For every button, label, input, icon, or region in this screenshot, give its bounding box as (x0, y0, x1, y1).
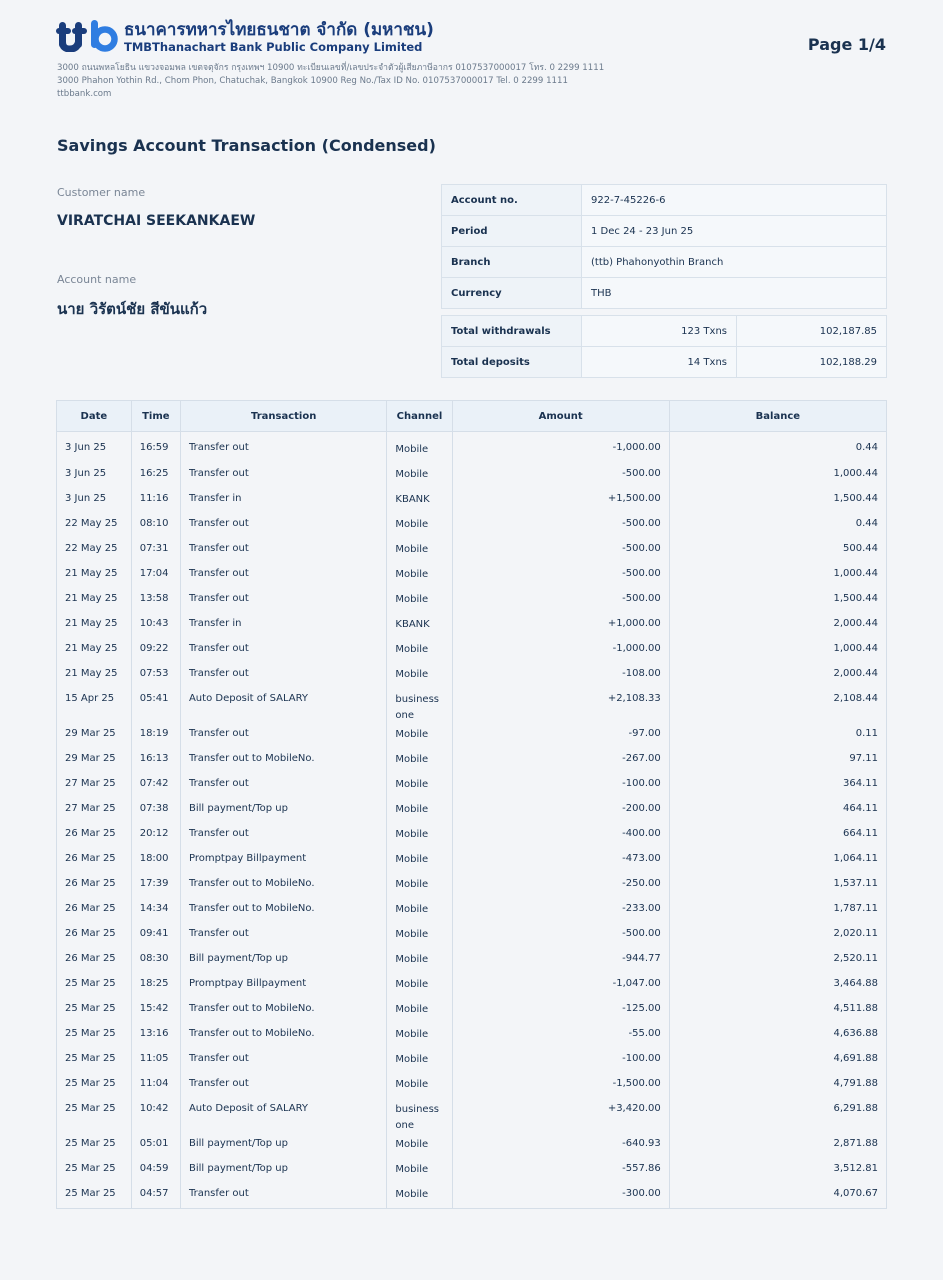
transaction-amount: -557.86 (452, 1159, 669, 1184)
transaction-balance: 2,000.44 (669, 664, 886, 689)
header-balance: Balance (669, 401, 886, 432)
table-row (57, 1134, 887, 1159)
transaction-time: 08:30 (131, 949, 180, 974)
transaction-balance: 2,871.88 (669, 1134, 886, 1159)
info-label: Branch (442, 247, 582, 278)
bank-website: ttbbank.com (57, 89, 112, 99)
transaction-channel: Mobile (387, 724, 452, 749)
transaction-date: 22 May 25 (57, 539, 132, 564)
transaction-channel: Mobile (387, 749, 452, 774)
transaction-amount: -473.00 (452, 849, 669, 874)
transaction-time: 10:42 (131, 1099, 180, 1134)
transaction-time: 14:34 (131, 899, 180, 924)
transaction-channel: Mobile (387, 824, 452, 849)
transaction-channel: Mobile (387, 539, 452, 564)
transaction-time: 13:58 (131, 589, 180, 614)
transaction-time: 16:59 (131, 432, 180, 464)
transaction-amount: -1,000.00 (452, 432, 669, 464)
transaction-amount: -1,047.00 (452, 974, 669, 999)
transaction-time: 09:41 (131, 924, 180, 949)
transaction-amount: -100.00 (452, 1049, 669, 1074)
transaction-time: 20:12 (131, 824, 180, 849)
transaction-channel: Mobile (387, 1184, 452, 1209)
transaction-amount: -125.00 (452, 999, 669, 1024)
page-number: Page 1/4 (807, 35, 886, 54)
info-label: Period (442, 216, 582, 247)
transaction-amount: -100.00 (452, 774, 669, 799)
transaction-time: 11:04 (131, 1074, 180, 1099)
transaction-channel: Mobile (387, 589, 452, 614)
transaction-amount: -200.00 (452, 799, 669, 824)
transaction-date: 26 Mar 25 (57, 924, 132, 949)
bank-address (57, 62, 604, 101)
transaction-balance: 364.11 (669, 774, 886, 799)
transaction-description: Auto Deposit of SALARY (180, 1099, 386, 1134)
transaction-channel: Mobile (387, 564, 452, 589)
transaction-description: Auto Deposit of SALARY (180, 689, 386, 724)
table-row (57, 999, 887, 1024)
transaction-date: 26 Mar 25 (57, 824, 132, 849)
document-title: Savings Account Transaction (Condensed) (57, 136, 436, 155)
info-value: 922-7-45226-6 (582, 185, 887, 216)
transaction-description: Transfer out (180, 724, 386, 749)
transaction-description: Transfer out to MobileNo. (180, 1024, 386, 1049)
transaction-time: 07:38 (131, 799, 180, 824)
transaction-date: 21 May 25 (57, 589, 132, 614)
transaction-date: 27 Mar 25 (57, 799, 132, 824)
transaction-amount: +1,000.00 (452, 614, 669, 639)
transaction-time: 18:00 (131, 849, 180, 874)
info-row-account-no (442, 185, 887, 216)
transaction-channel: KBANK (387, 614, 452, 639)
ttb-logo-icon (56, 18, 118, 52)
transaction-balance: 4,691.88 (669, 1049, 886, 1074)
transaction-channel: Mobile (387, 874, 452, 899)
summary-row-deposits (442, 347, 887, 378)
transaction-description: Transfer in (180, 489, 386, 514)
transaction-date: 25 Mar 25 (57, 1134, 132, 1159)
transaction-time: 07:53 (131, 664, 180, 689)
table-row (57, 899, 887, 924)
transaction-description: Transfer out to MobileNo. (180, 899, 386, 924)
transaction-channel: Mobile (387, 774, 452, 799)
transaction-balance: 2,520.11 (669, 949, 886, 974)
summary-label: Total withdrawals (442, 316, 582, 347)
transaction-channel: Mobile (387, 999, 452, 1024)
table-row (57, 614, 887, 639)
transaction-amount: -1,500.00 (452, 1074, 669, 1099)
transaction-balance: 0.44 (669, 514, 886, 539)
info-row-period (442, 216, 887, 247)
transaction-amount: -500.00 (452, 589, 669, 614)
transaction-balance: 4,070.67 (669, 1184, 886, 1209)
transaction-date: 3 Jun 25 (57, 432, 132, 464)
transaction-channel: Mobile (387, 1024, 452, 1049)
transaction-balance: 3,512.81 (669, 1159, 886, 1184)
table-row (57, 849, 887, 874)
transaction-channel: Mobile (387, 1074, 452, 1099)
transaction-description: Transfer out (180, 924, 386, 949)
table-row (57, 1024, 887, 1049)
transaction-description: Transfer out (180, 589, 386, 614)
transaction-time: 07:31 (131, 539, 180, 564)
transaction-balance: 1,000.44 (669, 464, 886, 489)
transaction-description: Transfer out (180, 774, 386, 799)
transaction-date: 15 Apr 25 (57, 689, 132, 724)
transaction-date: 22 May 25 (57, 514, 132, 539)
summary-label: Total deposits (442, 347, 582, 378)
info-row-currency (442, 278, 887, 309)
transaction-description: Transfer out (180, 1184, 386, 1209)
transaction-date: 3 Jun 25 (57, 464, 132, 489)
transaction-description: Transfer out (180, 539, 386, 564)
summary-amount: 102,188.29 (737, 347, 887, 378)
transaction-amount: -55.00 (452, 1024, 669, 1049)
transaction-time: 16:13 (131, 749, 180, 774)
transaction-time: 07:42 (131, 774, 180, 799)
transaction-balance: 97.11 (669, 749, 886, 774)
transaction-date: 29 Mar 25 (57, 724, 132, 749)
transaction-description: Transfer out (180, 432, 386, 464)
address-english: 3000 Phahon Yothin Rd., Chom Phon, Chatuchak, Bangkok 10900 Reg No./Tax ID No. 0107537000017 Tel. 0 2299 1111 (57, 76, 568, 86)
transaction-channel: Mobile (387, 432, 452, 464)
table-row (57, 689, 887, 724)
transaction-description: Bill payment/Top up (180, 1159, 386, 1184)
transaction-channel: Mobile (387, 949, 452, 974)
transaction-balance: 4,791.88 (669, 1074, 886, 1099)
transaction-time: 17:04 (131, 564, 180, 589)
transaction-time: 05:41 (131, 689, 180, 724)
transaction-date: 29 Mar 25 (57, 749, 132, 774)
transaction-date: 21 May 25 (57, 639, 132, 664)
table-row (57, 564, 887, 589)
transaction-amount: -944.77 (452, 949, 669, 974)
table-row (57, 1099, 887, 1134)
transaction-amount: -500.00 (452, 924, 669, 949)
table-row (57, 664, 887, 689)
transaction-time: 11:16 (131, 489, 180, 514)
header-date: Date (57, 401, 132, 432)
transaction-channel: business one (387, 689, 452, 724)
info-value: 1 Dec 24 - 23 Jun 25 (582, 216, 887, 247)
transaction-balance: 664.11 (669, 824, 886, 849)
info-row-branch (442, 247, 887, 278)
transaction-date: 25 Mar 25 (57, 999, 132, 1024)
account-name: นาย วิรัตน์ชัย สีขันแก้ว (57, 300, 208, 318)
transaction-date: 3 Jun 25 (57, 489, 132, 514)
transaction-balance: 1,064.11 (669, 849, 886, 874)
table-row (57, 639, 887, 664)
transactions-table (56, 400, 887, 1209)
table-row (57, 1159, 887, 1184)
table-row (57, 774, 887, 799)
transaction-amount: +3,420.00 (452, 1099, 669, 1134)
transaction-date: 25 Mar 25 (57, 1074, 132, 1099)
transaction-time: 04:59 (131, 1159, 180, 1184)
transaction-time: 13:16 (131, 1024, 180, 1049)
summary-count: 123 Txns (582, 316, 737, 347)
table-row (57, 724, 887, 749)
transaction-balance: 1,500.44 (669, 489, 886, 514)
transaction-date: 25 Mar 25 (57, 974, 132, 999)
table-row (57, 749, 887, 774)
transaction-description: Promptpay Billpayment (180, 974, 386, 999)
transaction-description: Promptpay Billpayment (180, 849, 386, 874)
ttb-logo (56, 18, 118, 52)
bank-name-thai: ธนาคารทหารไทยธนชาต จำกัด (มหาชน) (124, 20, 434, 40)
header-channel: Channel (387, 401, 452, 432)
transaction-amount: -250.00 (452, 874, 669, 899)
transaction-time: 11:05 (131, 1049, 180, 1074)
transaction-time: 16:25 (131, 464, 180, 489)
transaction-balance: 6,291.88 (669, 1099, 886, 1134)
transaction-channel: Mobile (387, 639, 452, 664)
account-info-table (441, 184, 887, 309)
table-row (57, 432, 887, 464)
transaction-description: Transfer out to MobileNo. (180, 749, 386, 774)
transaction-description: Transfer out (180, 464, 386, 489)
transaction-channel: Mobile (387, 849, 452, 874)
transaction-balance: 4,511.88 (669, 999, 886, 1024)
transaction-description: Transfer out (180, 824, 386, 849)
transaction-amount: -500.00 (452, 564, 669, 589)
transaction-channel: Mobile (387, 924, 452, 949)
transaction-channel: Mobile (387, 974, 452, 999)
transaction-balance: 2,108.44 (669, 689, 886, 724)
transaction-date: 25 Mar 25 (57, 1184, 132, 1209)
transaction-channel: Mobile (387, 899, 452, 924)
transaction-amount: -1,000.00 (452, 639, 669, 664)
transaction-date: 25 Mar 25 (57, 1159, 132, 1184)
transaction-balance: 500.44 (669, 539, 886, 564)
transaction-time: 17:39 (131, 874, 180, 899)
transaction-channel: KBANK (387, 489, 452, 514)
transaction-amount: -400.00 (452, 824, 669, 849)
transaction-balance: 1,500.44 (669, 589, 886, 614)
transaction-time: 04:57 (131, 1184, 180, 1209)
table-row (57, 464, 887, 489)
transaction-balance: 1,787.11 (669, 899, 886, 924)
transaction-balance: 3,464.88 (669, 974, 886, 999)
transaction-channel: Mobile (387, 464, 452, 489)
header-time: Time (131, 401, 180, 432)
table-row (57, 514, 887, 539)
transactions-body (57, 432, 887, 1209)
transaction-description: Transfer out (180, 514, 386, 539)
transaction-date: 26 Mar 25 (57, 874, 132, 899)
transaction-balance: 2,020.11 (669, 924, 886, 949)
transaction-description: Transfer out (180, 1049, 386, 1074)
table-row (57, 924, 887, 949)
info-value: THB (582, 278, 887, 309)
transaction-balance: 2,000.44 (669, 614, 886, 639)
transaction-date: 26 Mar 25 (57, 899, 132, 924)
summary-row-withdrawals (442, 316, 887, 347)
transaction-balance: 1,000.44 (669, 564, 886, 589)
transaction-channel: Mobile (387, 1134, 452, 1159)
table-row (57, 1074, 887, 1099)
transaction-balance: 1,000.44 (669, 639, 886, 664)
transaction-date: 21 May 25 (57, 664, 132, 689)
transaction-channel: Mobile (387, 1049, 452, 1074)
transaction-date: 25 Mar 25 (57, 1049, 132, 1074)
header-transaction: Transaction (180, 401, 386, 432)
transaction-time: 18:19 (131, 724, 180, 749)
transaction-time: 08:10 (131, 514, 180, 539)
transaction-time: 18:25 (131, 974, 180, 999)
transaction-channel: Mobile (387, 799, 452, 824)
transaction-description: Bill payment/Top up (180, 799, 386, 824)
table-row (57, 489, 887, 514)
table-row (57, 874, 887, 899)
account-name-label: Account name (57, 273, 137, 286)
transaction-description: Transfer out (180, 564, 386, 589)
customer-name-label: Customer name (57, 186, 146, 199)
table-header-row (57, 401, 887, 432)
transaction-amount: +1,500.00 (452, 489, 669, 514)
transaction-time: 10:43 (131, 614, 180, 639)
info-label: Account no. (442, 185, 582, 216)
summary-count: 14 Txns (582, 347, 737, 378)
transaction-description: Transfer out to MobileNo. (180, 999, 386, 1024)
transaction-time: 05:01 (131, 1134, 180, 1159)
transaction-description: Transfer out (180, 639, 386, 664)
table-row (57, 799, 887, 824)
transaction-amount: +2,108.33 (452, 689, 669, 724)
transaction-description: Transfer out to MobileNo. (180, 874, 386, 899)
customer-name: VIRATCHAI SEEKANKAEW (57, 213, 256, 229)
table-row (57, 949, 887, 974)
transaction-time: 15:42 (131, 999, 180, 1024)
transaction-balance: 4,636.88 (669, 1024, 886, 1049)
transaction-amount: -97.00 (452, 724, 669, 749)
table-row (57, 824, 887, 849)
transaction-amount: -267.00 (452, 749, 669, 774)
table-row (57, 1049, 887, 1074)
table-row (57, 1184, 887, 1209)
table-row (57, 974, 887, 999)
transaction-date: 21 May 25 (57, 564, 132, 589)
transaction-amount: -640.93 (452, 1134, 669, 1159)
transaction-channel: business one (387, 1099, 452, 1134)
transaction-amount: -300.00 (452, 1184, 669, 1209)
transaction-description: Transfer in (180, 614, 386, 639)
address-thai: 3000 ถนนพหลโยธิน แขวงจอมพล เขตจตุจักร กรุงเทพฯ 10900 ทะเบียนเลขที่/เลขประจำตัวผู้เสียภาษีอากร 0107537000017 โทร. 0 2299 1111 (57, 63, 605, 73)
transaction-amount: -500.00 (452, 514, 669, 539)
bank-name-english: TMBThanachart Bank Public Company Limited (124, 40, 423, 54)
transaction-time: 09:22 (131, 639, 180, 664)
transaction-amount: -500.00 (452, 539, 669, 564)
transaction-description: Bill payment/Top up (180, 1134, 386, 1159)
transaction-description: Transfer out (180, 1074, 386, 1099)
transaction-description: Bill payment/Top up (180, 949, 386, 974)
table-row (57, 539, 887, 564)
info-value: (ttb) Phahonyothin Branch (582, 247, 887, 278)
transaction-channel: Mobile (387, 664, 452, 689)
transaction-date: 21 May 25 (57, 614, 132, 639)
transaction-description: Transfer out (180, 664, 386, 689)
bank-names (124, 20, 434, 54)
transaction-date: 26 Mar 25 (57, 849, 132, 874)
transaction-balance: 0.44 (669, 432, 886, 464)
transaction-date: 27 Mar 25 (57, 774, 132, 799)
transaction-balance: 1,537.11 (669, 874, 886, 899)
transaction-channel: Mobile (387, 1159, 452, 1184)
summary-table (441, 315, 887, 378)
header-amount: Amount (452, 401, 669, 432)
transaction-date: 26 Mar 25 (57, 949, 132, 974)
transaction-balance: 464.11 (669, 799, 886, 824)
transaction-amount: -500.00 (452, 464, 669, 489)
transaction-channel: Mobile (387, 514, 452, 539)
transaction-date: 25 Mar 25 (57, 1099, 132, 1134)
transaction-amount: -233.00 (452, 899, 669, 924)
transaction-date: 25 Mar 25 (57, 1024, 132, 1049)
transaction-amount: -108.00 (452, 664, 669, 689)
info-label: Currency (442, 278, 582, 309)
table-row (57, 589, 887, 614)
summary-amount: 102,187.85 (737, 316, 887, 347)
transaction-balance: 0.11 (669, 724, 886, 749)
